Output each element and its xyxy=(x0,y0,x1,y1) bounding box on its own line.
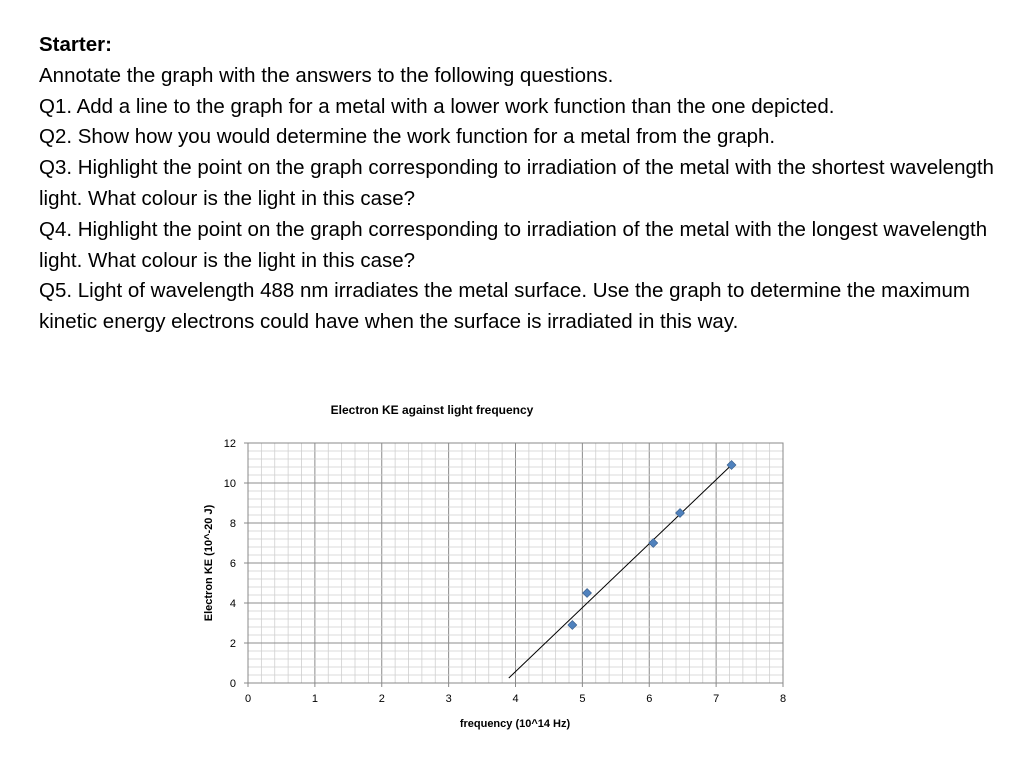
x-tick-label: 2 xyxy=(378,693,385,705)
question-3: Q3. Highlight the point on the graph corresponding to irradiation of the metal with the shortest wavelength light. What colour is the light in this case? xyxy=(39,156,994,210)
x-tick-label: 3 xyxy=(445,693,452,705)
x-tick-label: 7 xyxy=(713,693,720,705)
x-tick-label: 6 xyxy=(646,693,653,705)
x-tick-label: 4 xyxy=(512,693,519,705)
y-tick-label: 12 xyxy=(223,438,236,450)
x-tick-label: 0 xyxy=(244,693,252,705)
chart-title: Electron KE against light frequency xyxy=(330,403,534,417)
data-point xyxy=(676,509,685,518)
y-tick-label: 10 xyxy=(223,478,236,490)
slide-heading: Starter: xyxy=(39,33,112,56)
y-tick-label: 6 xyxy=(229,558,236,570)
slide-intro: Annotate the graph with the answers to the following questions. xyxy=(39,63,614,87)
axis-ticks xyxy=(224,438,786,705)
question-1: Q1. Add a line to the graph for a metal with a lower work function than the one depicted. xyxy=(39,94,835,118)
x-tick-label: 8 xyxy=(779,693,787,705)
data-point xyxy=(649,539,658,548)
y-tick-label: 4 xyxy=(229,598,236,610)
x-axis-label: frequency (10^14 Hz) xyxy=(459,718,571,730)
y-tick-label: 2 xyxy=(229,638,236,650)
x-tick-label: 1 xyxy=(311,693,318,705)
y-axis-label: Electron KE (10^-20 J) xyxy=(203,504,215,622)
y-tick-label: 0 xyxy=(229,678,236,690)
chart-grid xyxy=(248,443,783,683)
question-5: Q5. Light of wavelength 488 nm irradiates the metal surface. Use the graph to determine the maximum kinetic energy electrons could have when the surface is irradiated in this way. xyxy=(39,279,970,334)
data-points xyxy=(568,461,736,630)
y-tick-label: 8 xyxy=(229,518,236,530)
question-4: Q4. Highlight the point on the graph corresponding to irradiation of the metal with the longest wavelength light. What colour is the light in this case? xyxy=(39,217,988,272)
data-point xyxy=(583,589,592,598)
question-2: Q2. Show how you would determine the work function for a metal from the graph. xyxy=(39,125,776,149)
x-tick-label: 5 xyxy=(579,693,586,705)
